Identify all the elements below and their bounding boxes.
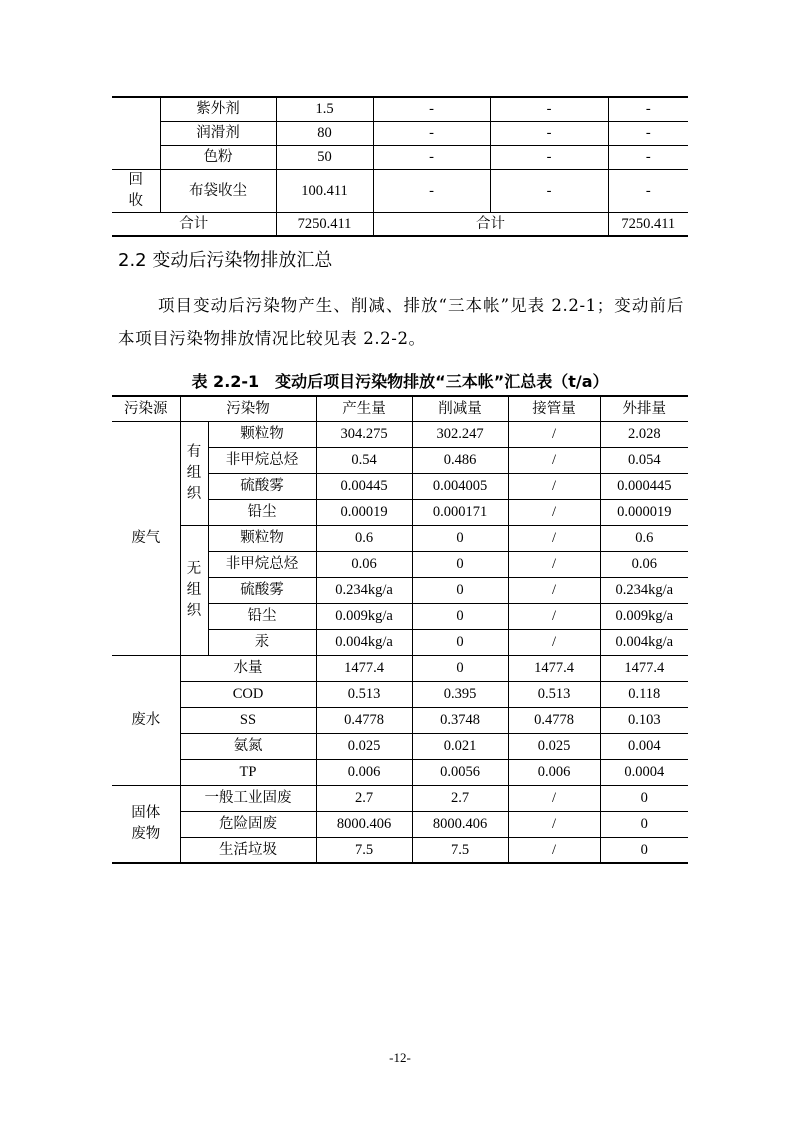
taken-value: /	[508, 473, 600, 499]
cell: -	[373, 97, 490, 121]
produced-value: 0.009kg/a	[316, 603, 412, 629]
taken-value: /	[508, 499, 600, 525]
reduced-value: 0.395	[412, 681, 508, 707]
pollutant-name: 一般工业固废	[180, 785, 316, 811]
header-row	[112, 396, 688, 421]
produced-value: 2.7	[316, 785, 412, 811]
taken-value: /	[508, 525, 600, 551]
produced-value: 0.025	[316, 733, 412, 759]
taken-value: /	[508, 447, 600, 473]
produced-value: 304.275	[316, 421, 412, 447]
total-value: 7250.411	[276, 212, 373, 236]
pollutant-name: 危险固废	[180, 811, 316, 837]
cell: -	[490, 97, 608, 121]
table-row	[112, 169, 688, 212]
cell: -	[490, 121, 608, 145]
table-row	[112, 785, 688, 811]
emitted-value: 0.06	[600, 551, 688, 577]
material-qty: 100.411	[276, 169, 373, 212]
reduced-value: 0.000171	[412, 499, 508, 525]
material-name: 紫外剂	[160, 97, 276, 121]
emitted-value: 0.6	[600, 525, 688, 551]
table-row	[112, 121, 688, 145]
table-row	[112, 97, 688, 121]
cell: -	[608, 169, 688, 212]
cell: -	[608, 97, 688, 121]
produced-value: 0.00019	[316, 499, 412, 525]
table-row	[112, 655, 688, 681]
pollutant-summary-table	[112, 395, 688, 864]
taken-value: 0.006	[508, 759, 600, 785]
cell: -	[373, 121, 490, 145]
cell: -	[608, 121, 688, 145]
section-heading: 2.2 变动后污染物排放汇总	[118, 250, 333, 271]
taken-value: /	[508, 837, 600, 863]
material-qty: 80	[276, 121, 373, 145]
taken-value: /	[508, 421, 600, 447]
emitted-value: 0.118	[600, 681, 688, 707]
reduced-value: 0	[412, 525, 508, 551]
pollutant-name: 颗粒物	[208, 525, 316, 551]
taken-value: 0.4778	[508, 707, 600, 733]
table-row	[112, 421, 688, 447]
produced-value: 7.5	[316, 837, 412, 863]
table-row	[112, 759, 688, 785]
pollutant-name: SS	[180, 707, 316, 733]
taken-value: 1477.4	[508, 655, 600, 681]
emitted-value: 0.103	[600, 707, 688, 733]
subcategory-organized: 有 组 织	[180, 421, 208, 525]
total-row	[112, 212, 688, 236]
total-label: 合计	[373, 212, 608, 236]
total-label: 合计	[112, 212, 276, 236]
pollutant-name: 颗粒物	[208, 421, 316, 447]
produced-value: 0.006	[316, 759, 412, 785]
emitted-value: 0.0004	[600, 759, 688, 785]
taken-value: /	[508, 577, 600, 603]
reduced-value: 0	[412, 629, 508, 655]
produced-value: 0.513	[316, 681, 412, 707]
emitted-value: 0.234kg/a	[600, 577, 688, 603]
header-pollutant: 污染物	[180, 396, 316, 421]
pollutant-name: 硫酸雾	[208, 473, 316, 499]
table-row	[112, 525, 688, 551]
table-row	[112, 811, 688, 837]
body-paragraph: 项目变动后污染物产生、削减、排放“三本帐”见表 2.2-1；变动前后本项目污染物排放情况比较见表 2.2-2。	[118, 296, 684, 348]
reduced-value: 0.021	[412, 733, 508, 759]
pollutant-name: 铅尘	[208, 499, 316, 525]
reduced-value: 302.247	[412, 421, 508, 447]
cell: -	[608, 145, 688, 169]
taken-value: /	[508, 785, 600, 811]
total-value: 7250.411	[608, 212, 688, 236]
produced-value: 0.6	[316, 525, 412, 551]
produced-value: 0.54	[316, 447, 412, 473]
emitted-value: 0.004	[600, 733, 688, 759]
pollutant-name: 硫酸雾	[208, 577, 316, 603]
subcategory-unorganized: 无 组 织	[180, 525, 208, 655]
reduced-value: 7.5	[412, 837, 508, 863]
reduced-value: 0.3748	[412, 707, 508, 733]
cell: -	[373, 145, 490, 169]
produced-value: 0.06	[316, 551, 412, 577]
header-emitted: 外排量	[600, 396, 688, 421]
table-row	[112, 707, 688, 733]
emitted-value: 0	[600, 837, 688, 863]
taken-value: /	[508, 603, 600, 629]
emitted-value: 0.054	[600, 447, 688, 473]
table-row	[112, 733, 688, 759]
pollutant-name: COD	[180, 681, 316, 707]
page-number: -12-	[389, 1050, 411, 1065]
produced-value: 8000.406	[316, 811, 412, 837]
emitted-value: 0	[600, 811, 688, 837]
material-name: 布袋收尘	[160, 169, 276, 212]
emitted-value: 0.004kg/a	[600, 629, 688, 655]
pollutant-name: 水量	[180, 655, 316, 681]
produced-value: 0.234kg/a	[316, 577, 412, 603]
table-row	[112, 145, 688, 169]
category-waste-gas: 废气	[112, 421, 180, 655]
table-row	[112, 837, 688, 863]
cell: -	[490, 169, 608, 212]
pollutant-name: 非甲烷总烃	[208, 551, 316, 577]
header-source: 污染源	[112, 396, 180, 421]
emitted-value: 2.028	[600, 421, 688, 447]
pollutant-name: 汞	[208, 629, 316, 655]
reduced-value: 0.0056	[412, 759, 508, 785]
table-caption: 表 2.2-1 变动后项目污染物排放“三本帐”汇总表（t/a）	[191, 372, 609, 391]
produced-value: 0.4778	[316, 707, 412, 733]
recycle-label: 回 收	[112, 169, 160, 212]
emitted-value: 0.000019	[600, 499, 688, 525]
pollutant-name: 铅尘	[208, 603, 316, 629]
pollutant-name: TP	[180, 759, 316, 785]
produced-value: 1477.4	[316, 655, 412, 681]
reduced-value: 0	[412, 577, 508, 603]
category-solid-waste: 固体 废物	[112, 785, 180, 863]
header-produced: 产生量	[316, 396, 412, 421]
material-name: 润滑剂	[160, 121, 276, 145]
taken-value: 0.025	[508, 733, 600, 759]
pollutant-name: 生活垃圾	[180, 837, 316, 863]
reduced-value: 0	[412, 603, 508, 629]
reduced-value: 0	[412, 551, 508, 577]
cell: -	[373, 169, 490, 212]
table-row	[112, 681, 688, 707]
produced-value: 0.004kg/a	[316, 629, 412, 655]
reduced-value: 2.7	[412, 785, 508, 811]
reduced-value: 0	[412, 655, 508, 681]
material-qty: 50	[276, 145, 373, 169]
emitted-value: 1477.4	[600, 655, 688, 681]
pollutant-name: 氨氮	[180, 733, 316, 759]
emitted-value: 0.009kg/a	[600, 603, 688, 629]
category-waste-water: 废水	[112, 655, 180, 785]
emitted-value: 0.000445	[600, 473, 688, 499]
taken-value: /	[508, 551, 600, 577]
header-reduced: 削减量	[412, 396, 508, 421]
raw-material-table-continued	[112, 96, 688, 237]
material-qty: 1.5	[276, 97, 373, 121]
reduced-value: 0.004005	[412, 473, 508, 499]
produced-value: 0.00445	[316, 473, 412, 499]
category-cell-empty	[112, 97, 160, 169]
reduced-value: 8000.406	[412, 811, 508, 837]
taken-value: /	[508, 629, 600, 655]
emitted-value: 0	[600, 785, 688, 811]
header-taken: 接管量	[508, 396, 600, 421]
reduced-value: 0.486	[412, 447, 508, 473]
cell: -	[490, 145, 608, 169]
material-name: 色粉	[160, 145, 276, 169]
pollutant-name: 非甲烷总烃	[208, 447, 316, 473]
taken-value: 0.513	[508, 681, 600, 707]
taken-value: /	[508, 811, 600, 837]
